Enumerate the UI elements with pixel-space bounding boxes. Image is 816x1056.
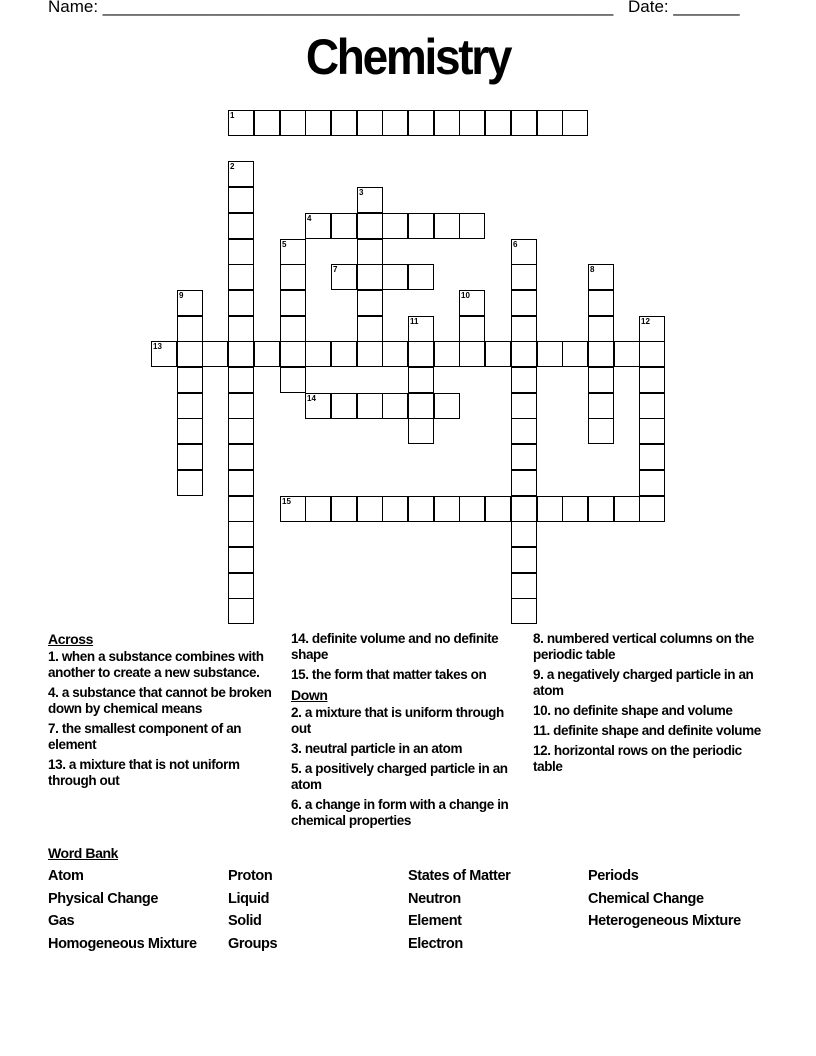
crossword-cell[interactable] xyxy=(511,341,537,367)
clue-number: 10. xyxy=(533,703,551,718)
crossword-cell[interactable] xyxy=(177,470,203,496)
crossword-cell[interactable] xyxy=(639,418,665,444)
name-field-label: Name: ______________________________________________________ xyxy=(48,0,614,16)
crossword-cell[interactable] xyxy=(588,264,614,290)
crossword-cell[interactable] xyxy=(177,393,203,419)
crossword-cell[interactable] xyxy=(177,316,203,342)
crossword-cell[interactable] xyxy=(357,213,383,239)
crossword-cell[interactable] xyxy=(511,598,537,624)
word-bank-item: Groups xyxy=(228,936,278,952)
crossword-cell[interactable] xyxy=(228,367,254,393)
crossword-cell[interactable] xyxy=(511,239,537,265)
crossword-cell[interactable] xyxy=(588,316,614,342)
crossword-cell[interactable] xyxy=(408,264,434,290)
word-bank-item: Proton xyxy=(228,868,273,884)
crossword-cell[interactable] xyxy=(177,418,203,444)
word-bank-heading: Word Bank xyxy=(48,845,119,861)
crossword-cell[interactable] xyxy=(614,341,640,367)
crossword-cell[interactable] xyxy=(459,341,485,367)
crossword-cell[interactable] xyxy=(511,367,537,393)
crossword-cell[interactable] xyxy=(305,110,331,136)
word-bank-item: Atom xyxy=(48,868,84,884)
crossword-cell[interactable] xyxy=(434,110,460,136)
crossword-cell[interactable] xyxy=(382,341,408,367)
crossword-cell[interactable] xyxy=(382,264,408,290)
cell-number: 3 xyxy=(359,188,364,197)
word-bank-item: Solid xyxy=(228,913,262,929)
crossword-cell[interactable] xyxy=(202,341,228,367)
crossword-cell[interactable] xyxy=(228,316,254,342)
crossword-cell[interactable] xyxy=(228,496,254,522)
crossword-cell[interactable] xyxy=(382,393,408,419)
crossword-cell[interactable] xyxy=(357,290,383,316)
crossword-cell[interactable] xyxy=(408,316,434,342)
crossword-cell[interactable] xyxy=(228,418,254,444)
crossword-cell[interactable] xyxy=(408,393,434,419)
word-bank-item: Periods xyxy=(588,868,639,884)
clue-number: 3. xyxy=(291,741,302,756)
crossword-cell[interactable] xyxy=(228,573,254,599)
crossword-cell[interactable] xyxy=(228,110,254,136)
crossword-cell[interactable] xyxy=(408,496,434,522)
word-bank-item: Heterogeneous Mixture xyxy=(588,913,741,929)
clue-number: 1. xyxy=(48,649,59,664)
crossword-cell[interactable] xyxy=(228,213,254,239)
crossword-cell[interactable] xyxy=(382,496,408,522)
clue-text: a positively charged particle in an atom xyxy=(291,761,508,792)
clues-column-1 xyxy=(48,629,280,793)
cell-number: 8 xyxy=(590,265,595,274)
word-bank-item: Neutron xyxy=(408,891,461,907)
clue-number: 15. xyxy=(291,667,309,682)
crossword-cell[interactable] xyxy=(537,110,563,136)
crossword-cell[interactable] xyxy=(511,264,537,290)
crossword-cell[interactable] xyxy=(511,521,537,547)
down-heading: Down xyxy=(291,687,328,703)
crossword-cell[interactable] xyxy=(280,239,306,265)
word-bank-item: Chemical Change xyxy=(588,891,704,907)
cell-number: 11 xyxy=(410,317,419,326)
crossword-cell[interactable] xyxy=(177,290,203,316)
crossword-cell[interactable] xyxy=(562,496,588,522)
crossword-cell[interactable] xyxy=(228,547,254,573)
clue-down-8 xyxy=(533,631,773,663)
clue-number: 7. xyxy=(48,721,59,736)
across-heading: Across xyxy=(48,631,94,647)
crossword-cell[interactable] xyxy=(511,547,537,573)
clue-text: a change in form with a change in chemical properties xyxy=(291,797,509,828)
clue-number: 5. xyxy=(291,761,302,776)
date-field-label: Date: _______ xyxy=(628,0,740,16)
clue-text: no definite shape and volume xyxy=(550,703,733,718)
crossword-cell[interactable] xyxy=(459,110,485,136)
crossword-cell[interactable] xyxy=(280,264,306,290)
crossword-cell[interactable] xyxy=(228,290,254,316)
crossword-cell[interactable] xyxy=(305,213,331,239)
crossword-cell[interactable] xyxy=(228,187,254,213)
clue-down-2 xyxy=(291,705,523,737)
page-title: Chemistry xyxy=(305,29,511,85)
crossword-cell[interactable] xyxy=(537,496,563,522)
crossword-cell[interactable] xyxy=(305,393,331,419)
crossword-cell[interactable] xyxy=(434,341,460,367)
crossword-cell[interactable] xyxy=(331,264,357,290)
crossword-cell[interactable] xyxy=(588,367,614,393)
clue-across-13 xyxy=(48,757,280,789)
word-bank-item: Physical Change xyxy=(48,891,159,907)
cell-number: 6 xyxy=(513,240,518,249)
clue-down-6 xyxy=(291,797,523,829)
clue-text: a substance that cannot be broken down by chemical means xyxy=(48,685,272,716)
clue-text: a mixture that is not uniform through out xyxy=(48,757,240,788)
crossword-cell[interactable] xyxy=(228,239,254,265)
crossword-cell[interactable] xyxy=(434,393,460,419)
crossword-cell[interactable] xyxy=(434,213,460,239)
crossword-cell[interactable] xyxy=(228,341,254,367)
word-bank-item: Homogeneous Mixture xyxy=(48,936,197,952)
crossword-cell[interactable] xyxy=(382,213,408,239)
clue-text: numbered vertical columns on the periodic table xyxy=(533,631,754,662)
crossword-cell[interactable] xyxy=(639,470,665,496)
crossword-cell[interactable] xyxy=(485,341,511,367)
clue-number: 12. xyxy=(533,743,551,758)
cell-number: 13 xyxy=(153,342,162,351)
clue-across-7 xyxy=(48,721,280,753)
crossword-cell[interactable] xyxy=(254,110,280,136)
crossword-cell[interactable] xyxy=(151,341,177,367)
clue-across-14 xyxy=(291,631,523,663)
crossword-cell[interactable] xyxy=(305,496,331,522)
crossword-cell[interactable] xyxy=(588,393,614,419)
crossword-cell[interactable] xyxy=(357,264,383,290)
crossword-cell[interactable] xyxy=(562,110,588,136)
crossword-cell[interactable] xyxy=(280,316,306,342)
crossword-cell[interactable] xyxy=(511,444,537,470)
crossword-cell[interactable] xyxy=(511,110,537,136)
word-bank-item: Element xyxy=(408,913,462,929)
crossword-cell[interactable] xyxy=(485,496,511,522)
crossword-cell[interactable] xyxy=(177,341,203,367)
crossword-cell[interactable] xyxy=(562,341,588,367)
clue-across-15 xyxy=(291,667,523,683)
crossword-cell[interactable] xyxy=(228,161,254,187)
crossword-cell[interactable] xyxy=(639,341,665,367)
crossword-cell[interactable] xyxy=(177,367,203,393)
crossword-cell[interactable] xyxy=(588,418,614,444)
crossword-cell[interactable] xyxy=(228,470,254,496)
cell-number: 14 xyxy=(307,394,316,403)
crossword-cell[interactable] xyxy=(228,393,254,419)
crossword-cell[interactable] xyxy=(511,316,537,342)
cell-number: 2 xyxy=(230,162,235,171)
clue-number: 11. xyxy=(533,723,550,738)
clue-down-3 xyxy=(291,741,523,757)
crossword-cell[interactable] xyxy=(408,110,434,136)
crossword-cell[interactable] xyxy=(588,496,614,522)
word-bank-item: Electron xyxy=(408,936,463,952)
crossword-cell[interactable] xyxy=(537,341,563,367)
clue-text: when a substance combines with another to create a new substance. xyxy=(48,649,264,680)
clue-across-4 xyxy=(48,685,280,717)
crossword-cell[interactable] xyxy=(639,496,665,522)
clue-number: 14. xyxy=(291,631,309,646)
crossword-cell[interactable] xyxy=(485,110,511,136)
crossword-cell[interactable] xyxy=(511,496,537,522)
cell-number: 4 xyxy=(307,214,312,223)
clue-text: definite volume and no definite shape xyxy=(291,631,499,662)
clue-down-9 xyxy=(533,667,773,699)
crossword-cell[interactable] xyxy=(408,213,434,239)
crossword-cell[interactable] xyxy=(280,496,306,522)
crossword-cell[interactable] xyxy=(408,341,434,367)
cell-number: 7 xyxy=(333,265,338,274)
cell-number: 12 xyxy=(641,317,650,326)
crossword-cell[interactable] xyxy=(280,341,306,367)
crossword-cell[interactable] xyxy=(228,444,254,470)
clue-text: the form that matter takes on xyxy=(308,667,487,682)
crossword-cell[interactable] xyxy=(228,264,254,290)
crossword-cell[interactable] xyxy=(639,367,665,393)
clue-down-11 xyxy=(533,723,773,739)
clue-text: a mixture that is uniform through out xyxy=(291,705,504,736)
word-bank-item: Liquid xyxy=(228,891,270,907)
crossword-cell[interactable] xyxy=(331,496,357,522)
crossword-cell[interactable] xyxy=(588,341,614,367)
crossword-cell[interactable] xyxy=(305,341,331,367)
crossword-cell[interactable] xyxy=(639,444,665,470)
crossword-cell[interactable] xyxy=(511,290,537,316)
cell-number: 10 xyxy=(461,291,470,300)
clues-column-3 xyxy=(533,629,773,779)
cell-number: 5 xyxy=(282,240,287,249)
clue-text: neutral particle in an atom xyxy=(301,741,463,756)
crossword-cell[interactable] xyxy=(254,341,280,367)
crossword-cell[interactable] xyxy=(588,290,614,316)
clue-text: a negatively charged particle in an atom xyxy=(533,667,754,698)
clues-column-2 xyxy=(291,629,523,833)
crossword-cell[interactable] xyxy=(357,316,383,342)
clue-number: 13. xyxy=(48,757,66,772)
crossword-cell[interactable] xyxy=(331,213,357,239)
crossword-cell[interactable] xyxy=(357,393,383,419)
clue-down-5 xyxy=(291,761,523,793)
crossword-cell[interactable] xyxy=(511,470,537,496)
crossword-cell[interactable] xyxy=(280,110,306,136)
clue-across-1 xyxy=(48,649,280,681)
crossword-cell[interactable] xyxy=(177,444,203,470)
crossword-cell[interactable] xyxy=(357,496,383,522)
clue-number: 9. xyxy=(533,667,544,682)
clue-text: the smallest component of an element xyxy=(48,721,242,752)
clue-text: definite shape and definite volume xyxy=(549,723,761,738)
crossword-cell[interactable] xyxy=(459,496,485,522)
crossword-cell[interactable] xyxy=(357,341,383,367)
clue-number: 6. xyxy=(291,797,302,812)
crossword-cell[interactable] xyxy=(459,213,485,239)
cell-number: 9 xyxy=(179,291,184,300)
crossword-cell[interactable] xyxy=(614,496,640,522)
clue-number: 8. xyxy=(533,631,544,646)
crossword-cell[interactable] xyxy=(331,110,357,136)
cell-number: 15 xyxy=(282,497,291,506)
crossword-cell[interactable] xyxy=(511,418,537,444)
crossword-cell[interactable] xyxy=(434,496,460,522)
clue-down-10 xyxy=(533,703,773,719)
clue-down-12 xyxy=(533,743,773,775)
crossword-cell[interactable] xyxy=(331,393,357,419)
crossword-cell[interactable] xyxy=(228,598,254,624)
crossword-cell[interactable] xyxy=(459,316,485,342)
clue-number: 2. xyxy=(291,705,302,720)
crossword-cell[interactable] xyxy=(357,110,383,136)
cell-number: 1 xyxy=(230,111,235,120)
crossword-cell[interactable] xyxy=(639,393,665,419)
crossword-cell[interactable] xyxy=(228,521,254,547)
crossword-cell[interactable] xyxy=(408,367,434,393)
clue-number: 4. xyxy=(48,685,59,700)
word-bank-item: Gas xyxy=(48,913,75,929)
word-bank-item: States of Matter xyxy=(408,868,511,884)
crossword-cell[interactable] xyxy=(408,418,434,444)
crossword-cell[interactable] xyxy=(511,393,537,419)
crossword-cell[interactable] xyxy=(511,573,537,599)
crossword-cell[interactable] xyxy=(357,239,383,265)
crossword-cell[interactable] xyxy=(280,367,306,393)
crossword-cell[interactable] xyxy=(382,110,408,136)
crossword-cell[interactable] xyxy=(331,341,357,367)
crossword-cell[interactable] xyxy=(639,316,665,342)
crossword-cell[interactable] xyxy=(459,290,485,316)
crossword-cell[interactable] xyxy=(280,290,306,316)
crossword-cell[interactable] xyxy=(357,187,383,213)
clue-text: horizontal rows on the periodic table xyxy=(533,743,742,774)
